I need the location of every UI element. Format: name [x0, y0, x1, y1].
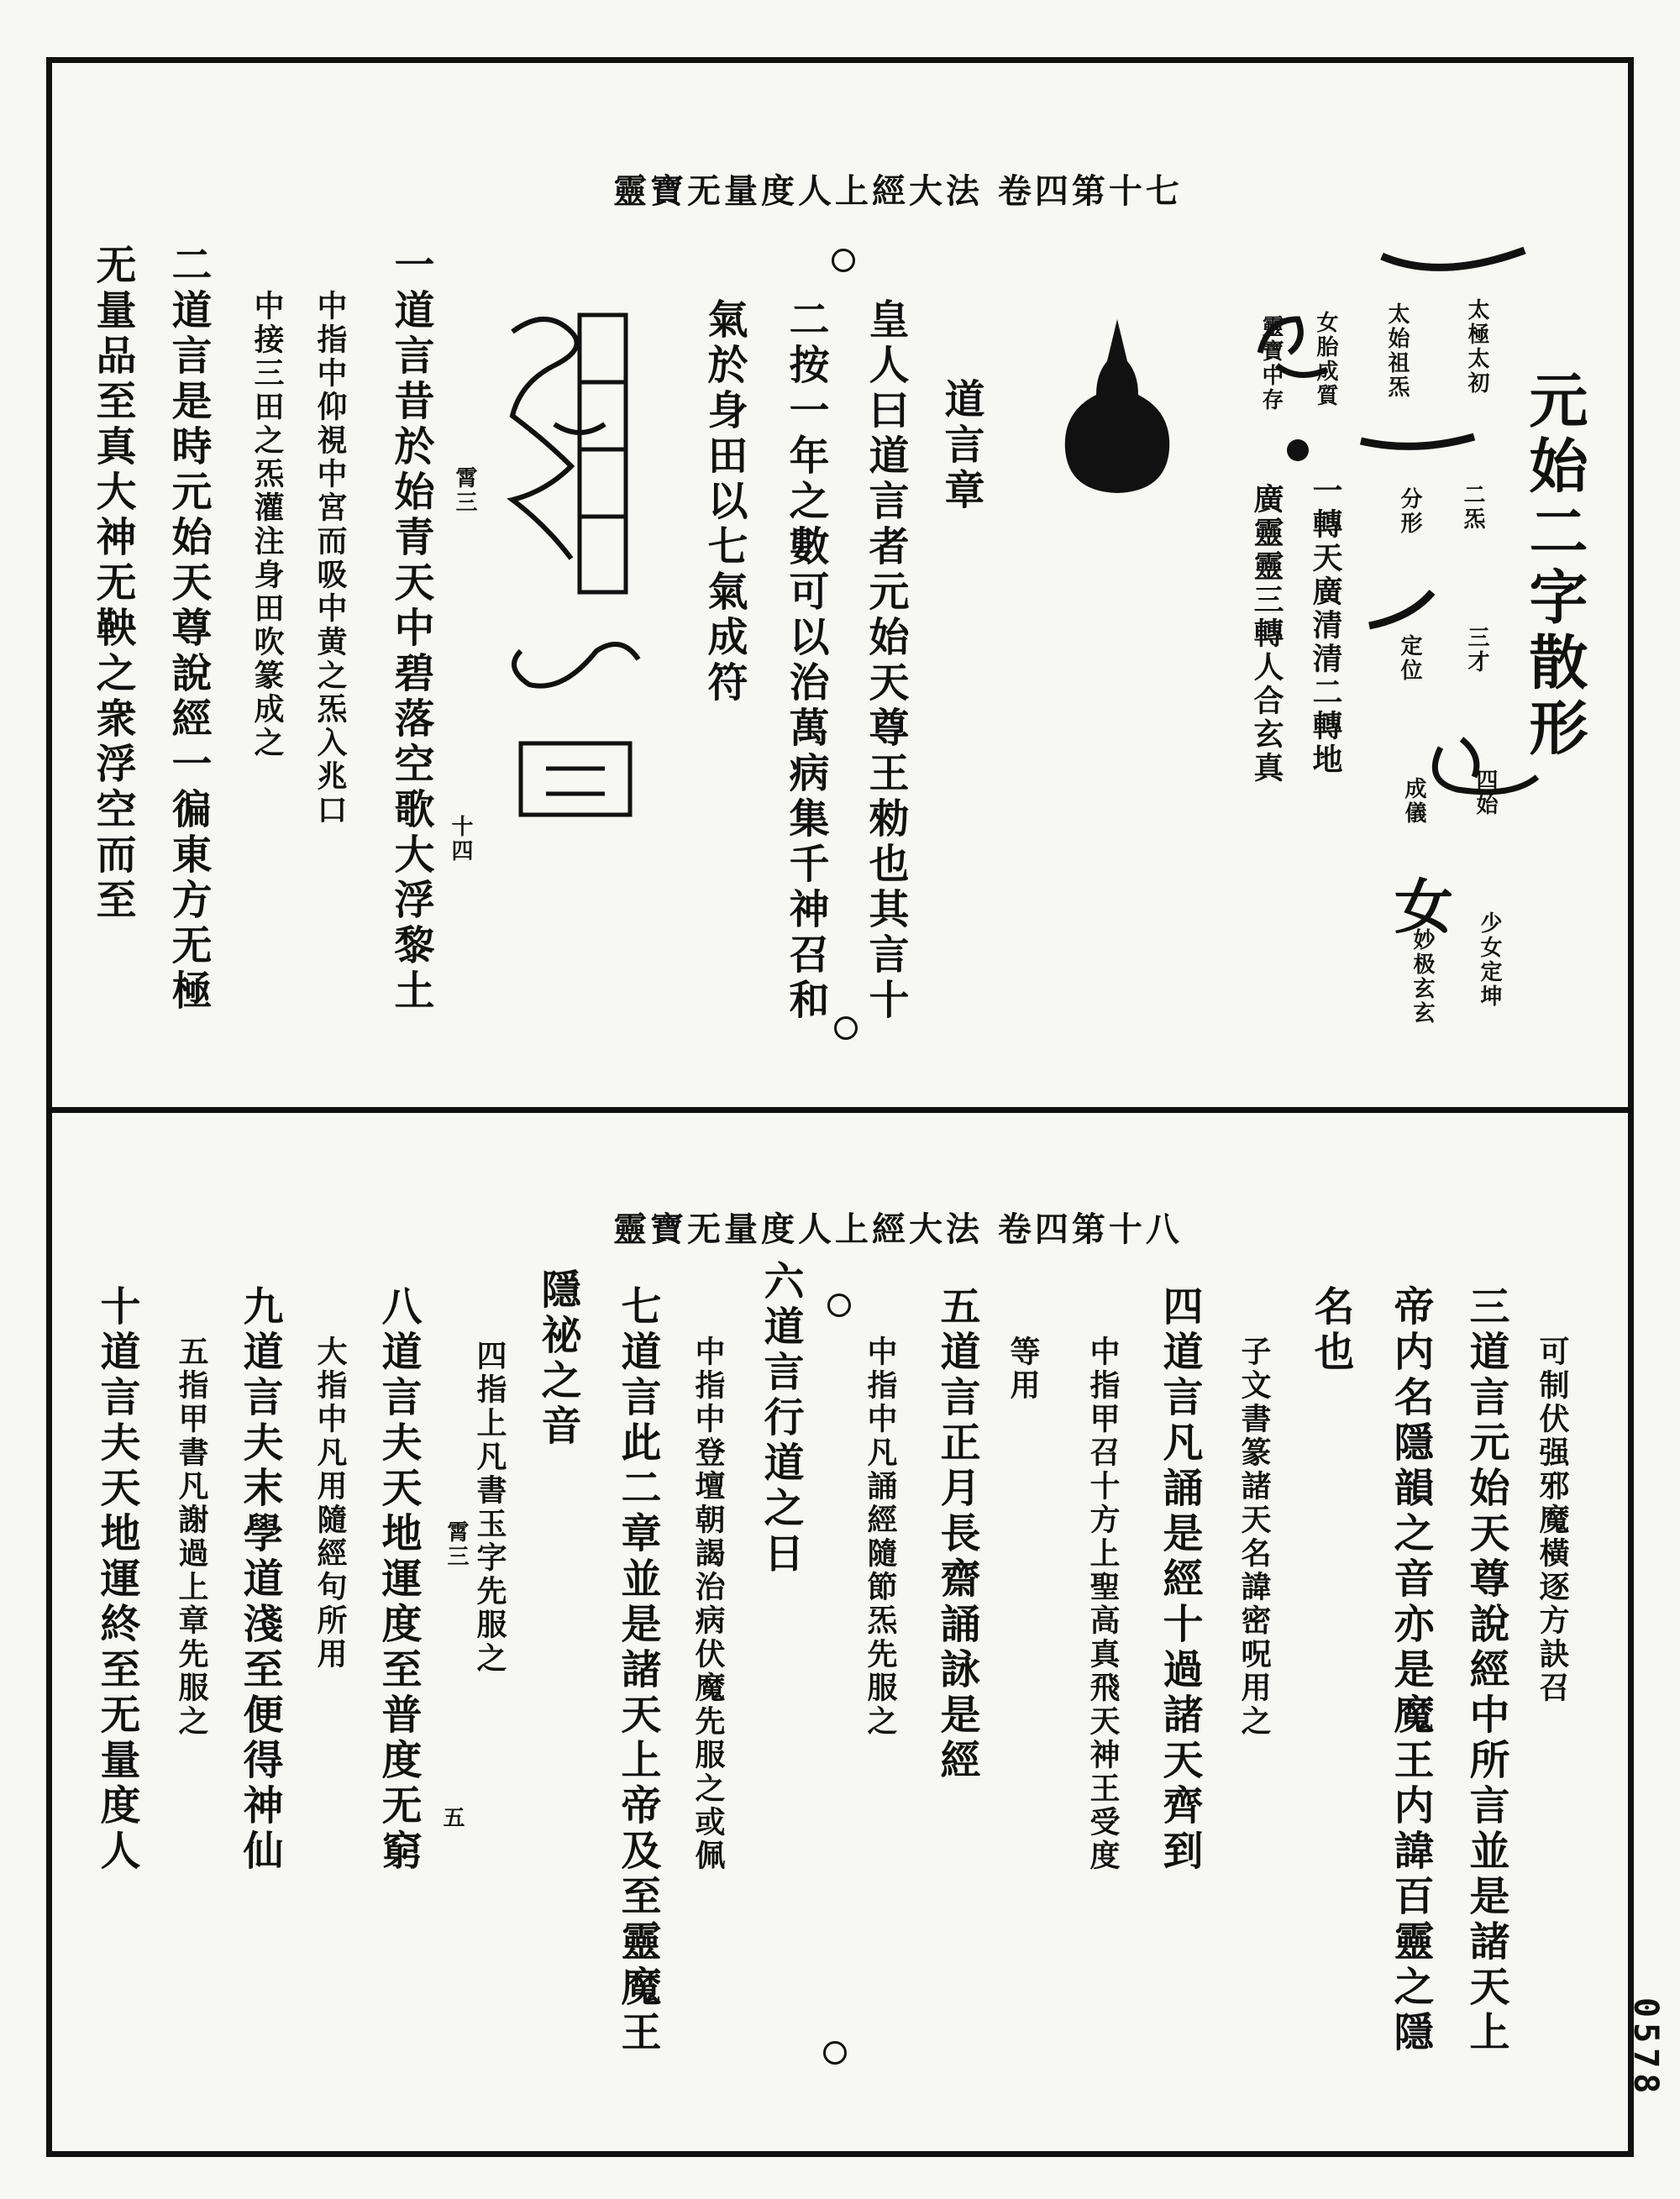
bottom-col-1: 可制伏强邪魔橫逐方訣召 — [1535, 1336, 1570, 1705]
circle-marker-4 — [823, 2041, 847, 2065]
bottom-col-5: 子文書篆諸天名諱密呪用之 — [1236, 1336, 1272, 1739]
bottom-col-3: 帝内名隱韻之音亦是魔王内諱百靈之隱 — [1387, 1285, 1434, 2056]
top-col-2: 二按一年之數可以治萬病集千神召和 — [782, 298, 829, 1024]
circle-marker-2 — [834, 1016, 858, 1040]
bottom-col-13: 七道言此二章並是諸天上帝及至靈魔王 — [614, 1285, 661, 2056]
top-col-1: 皇人曰道言者元始天尊王勑也其言十 — [862, 298, 909, 1024]
top-col-6: 中接三田之炁灌注身田吹篆成之 — [249, 290, 285, 760]
top-col-5: 中指中仰視中宮而吸中黄之炁入兆口 — [312, 290, 348, 827]
top-col-4: 一道言昔於始青天中碧落空歌大浮黎土 — [387, 244, 434, 1015]
bottom-header: 靈寶无量度人上經大法 卷四第十八 — [613, 1210, 1183, 1249]
bottom-col-8: 等用 — [1005, 1336, 1041, 1403]
diagram-r1a: 太極太初 — [1464, 298, 1489, 396]
top-col-3: 氣於身田以七氣成符 — [701, 298, 748, 706]
top-header: 靈寶无量度人上經大法 卷四第十七 — [613, 171, 1183, 211]
bottom-col-4: 名也 — [1307, 1285, 1354, 1376]
top-col-7: 二道言是時元始天尊說經一徧東方无極 — [165, 244, 212, 1015]
glyph-nu: 女 — [1394, 872, 1453, 942]
fetus-a: 女胎成質 — [1313, 311, 1338, 408]
top-note-a: 霄三 — [452, 466, 477, 515]
bottom-col-17: 大指中凡用隨經句所用 — [312, 1336, 348, 1672]
bottom-col-15: 四指上凡書玉字先服之 — [472, 1340, 507, 1676]
bottom-col-11: 六道言行道之日 — [757, 1260, 804, 1577]
talisman-glyph — [496, 298, 647, 844]
diagram-r1b: 太始祖炁 — [1384, 302, 1410, 400]
diagram-r4b: 成儀 — [1401, 777, 1426, 826]
bottom-col-6: 四道言凡誦是經十過諸天齊到 — [1156, 1285, 1203, 1875]
circle-marker-3 — [827, 1294, 851, 1317]
diagram-r3a: 三才 — [1464, 626, 1489, 674]
dot-marker — [1287, 439, 1309, 461]
turn-line-1: 一轉天廣清清二轉地 — [1308, 475, 1343, 777]
page-number: 0578 — [1626, 1997, 1665, 2099]
diagram-r3b: 定位 — [1397, 634, 1422, 683]
turn-line-2: 廣靈靈三轉人合玄真 — [1249, 483, 1284, 785]
top-note-b: 十四 — [448, 815, 473, 863]
daoyan-title: 道言章 — [937, 378, 984, 514]
fetus-b: 靈寶中存 — [1258, 315, 1284, 412]
top-col-8: 无量品至真大神无鞅之衆浮空而至 — [89, 244, 136, 924]
diagram-r4a: 四始 — [1473, 769, 1498, 817]
bottom-col-7: 中指甲召十方上聖高真飛天神王受度 — [1085, 1336, 1121, 1873]
diagram-r2b: 分形 — [1397, 487, 1422, 536]
bottom-note-b: 五 — [439, 1806, 465, 1830]
bottom-col-16: 八道言夫天地運度至普度无窮 — [375, 1285, 422, 1875]
gourd-icon — [1058, 315, 1176, 500]
panel-divider — [46, 1107, 1634, 1113]
diagram-r5a: 少女定坤 — [1477, 911, 1502, 1009]
bottom-col-9: 五道言正月長齋誦詠是經 — [933, 1285, 980, 1784]
diagram-r5b: 妙极玄玄 — [1410, 928, 1435, 1026]
diagram-r2a: 二炁 — [1460, 483, 1485, 532]
circle-marker-1 — [832, 249, 855, 272]
stroke-three — [1369, 592, 1432, 626]
bottom-col-20: 十道言夫天地運終至无量度人 — [93, 1285, 140, 1875]
bottom-col-10: 中指中凡誦經隨節炁先服之 — [863, 1336, 898, 1739]
bottom-col-14: 隱祕之音 — [534, 1268, 581, 1450]
bottom-col-19: 五指甲書凡謝過上章先服之 — [174, 1336, 209, 1739]
bottom-note-a: 霄三 — [444, 1520, 469, 1569]
bottom-col-18: 九道言夫末學道淺至便得神仙 — [236, 1285, 283, 1875]
bottom-col-12: 中指中登壇朝謁治病伏魔先服之或佩 — [690, 1336, 726, 1873]
stroke-one — [1382, 250, 1525, 267]
bottom-col-2: 三道言元始天尊說經中所言並是諸天上 — [1462, 1285, 1509, 2056]
sanxing-title: 元始二字散形 — [1520, 370, 1589, 763]
diagram-strokes — [1235, 244, 1672, 680]
stroke-two — [1361, 437, 1474, 446]
